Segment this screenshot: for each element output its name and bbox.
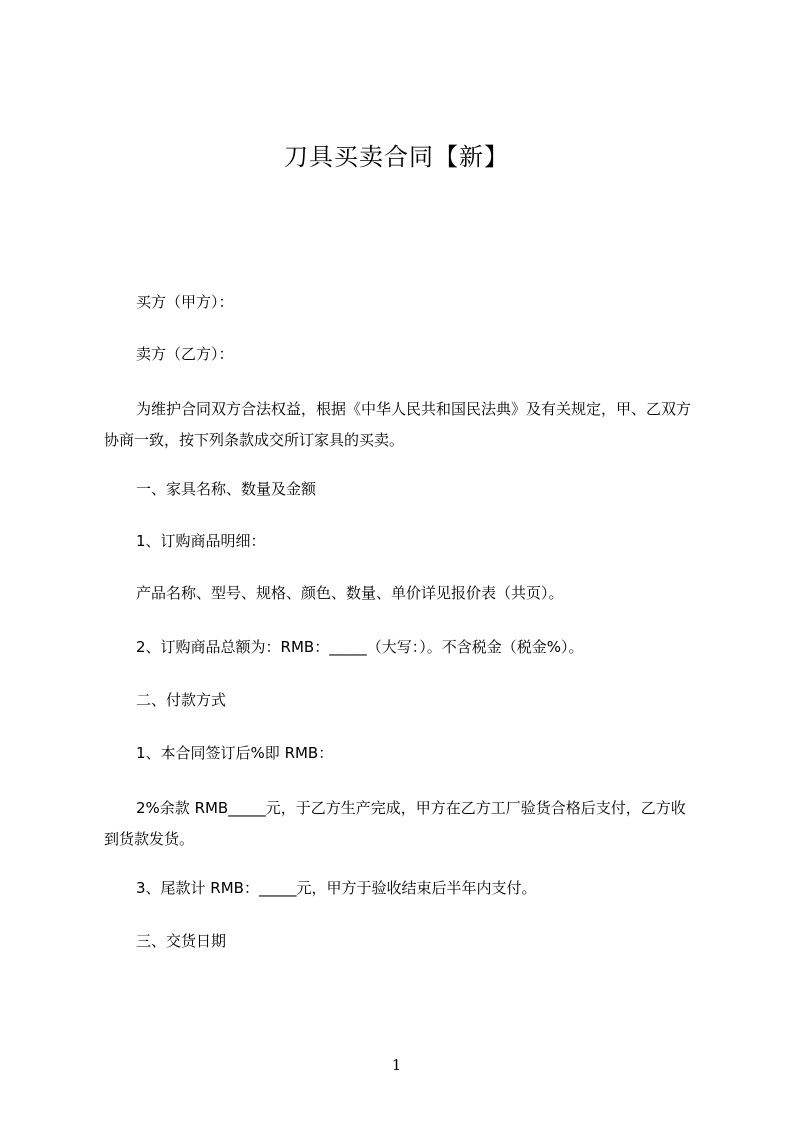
page-number: 1 [391,1056,402,1074]
document-title: 刀具买卖合同【新】 [284,143,509,171]
buyer-label: 买方（甲方）： [136,293,234,311]
clause-1-2: 2、订购商品总额为：RMB：_____（大写：）。不含税金（税金%）。 [136,638,584,656]
section-1-heading: 一、家具名称、数量及金额 [136,480,317,498]
clause-2-1: 1、本合同签订后%即 RMB： [136,744,334,762]
clause-1-1-detail: 产品名称、型号、规格、颜色、数量、单价详见报价表（共页）。 [136,584,564,602]
seller-label: 卖方（乙方）： [136,345,234,363]
section-2-heading: 二、付款方式 [136,691,227,709]
clause-1-1: 1、订购商品明细： [136,532,266,550]
section-3-heading: 三、交货日期 [136,932,227,950]
clause-2-3: 3、尾款计 RMB：_____元，甲方于验收结束后半年内支付。 [136,879,537,897]
clause-2-2: 2%余款 RMB_____元，于乙方生产完成，甲方在乙方工厂验货合格后支付，乙方收到货款发货。 [104,799,686,848]
intro-paragraph: 为维护合同双方合法权益，根据《中华人民共和国民法典》及有关规定，甲、乙双方协商一致，按下列条款成交所订家具的买卖。 [104,400,692,449]
